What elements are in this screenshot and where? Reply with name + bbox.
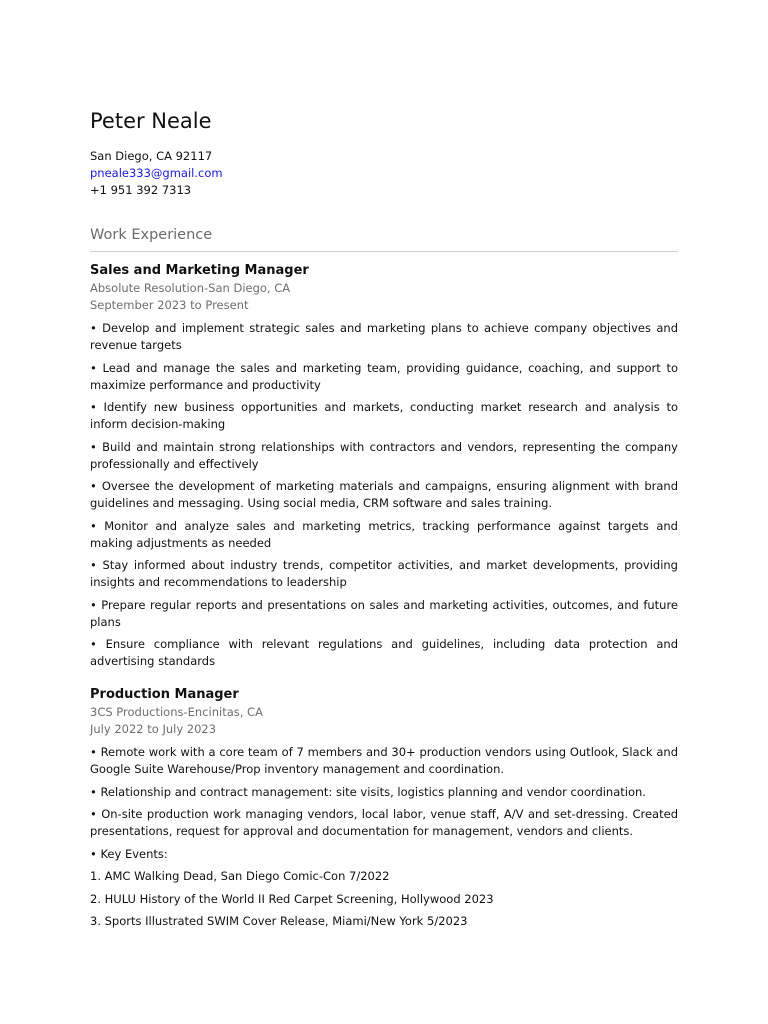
- job-dates: September 2023 to Present: [90, 298, 249, 312]
- job-entry: [90, 262, 678, 670]
- job-bullet: • Oversee the development of marketing materials and campaigns, ensuring alignment with brand guidelines and messaging. Using social media, CRM software and sales training.: [90, 479, 678, 510]
- job-bullet: • Relationship and contract management: site visits, logistics planning and vendor coordination.: [90, 784, 646, 799]
- job-bullet-list: [90, 320, 678, 670]
- work-experience-heading: Work Experience: [90, 225, 678, 252]
- job-company-location: [90, 280, 678, 297]
- email-link[interactable]: pneale333@gmail.com: [90, 166, 223, 180]
- job-location: San Diego, CA: [208, 281, 291, 295]
- company-location-separator: -: [204, 281, 209, 295]
- job-bullet: • Prepare regular reports and presentations on sales and marketing activities, outcomes, and future plans: [90, 597, 678, 629]
- job-entry: [90, 686, 678, 930]
- job-company-location: [90, 704, 678, 721]
- phone-text: +1 951 392 7313: [90, 183, 192, 197]
- job-bullet: • Develop and implement strategic sales and marketing plans to achieve company objectives and revenue targets: [90, 321, 678, 352]
- key-event-item: 2. HULU History of the World II Red Carpet Screening, Hollywood 2023: [90, 891, 494, 906]
- job-bullet: • Monitor and analyze sales and marketing metrics, tracking performance against targets and making adjustments as needed: [90, 518, 678, 550]
- job-dates: July 2022 to July 2023: [90, 722, 217, 736]
- job-bullet: • On-site production work managing vendors, local labor, venue staff, A/V and set-dressing. Created presentations, request for approval and documentation for management, vendors and clients.: [90, 807, 678, 838]
- job-company: 3CS Productions: [90, 705, 184, 719]
- job-title: Sales and Marketing Manager: [90, 263, 309, 278]
- candidate-name: Peter Neale: [90, 109, 212, 133]
- job-bullet: • Stay informed about industry trends, competitor activities, and market developments, providing insights and recommendations to leadership: [90, 558, 678, 589]
- job-bullet: • Build and maintain strong relationships with contractors and vendors, representing the company professionally and effectively: [90, 439, 678, 471]
- job-bullet: • Ensure compliance with relevant regulations and guidelines, including data protection and advertising standards: [90, 637, 678, 668]
- company-location-separator: -: [183, 705, 188, 719]
- location-text: San Diego, CA 92117: [90, 149, 213, 163]
- job-bullet: • Remote work with a core team of 7 members and 30+ production vendors using Outlook, Slack and Google Suite Warehouse/Prop inventory management and coordination.: [90, 745, 678, 776]
- job-location: Encinitas, CA: [187, 705, 263, 719]
- job-company: Absolute Resolution: [90, 281, 205, 295]
- key-event-item: 3. Sports Illustrated SWIM Cover Release, Miami/New York 5/2023: [90, 914, 468, 928]
- key-event-item: 1. AMC Walking Dead, San Diego Comic-Con 7/2022: [90, 869, 390, 883]
- job-bullet-list: [90, 744, 678, 930]
- job-bullet: • Lead and manage the sales and marketing team, providing guidance, coaching, and support to maximize performance and productivity: [90, 360, 678, 392]
- job-title: Production Manager: [90, 687, 239, 702]
- job-bullet: • Key Events:: [90, 846, 168, 861]
- job-bullet: • Identify new business opportunities and markets, conducting market research and analysis to inform decision-making: [90, 400, 678, 431]
